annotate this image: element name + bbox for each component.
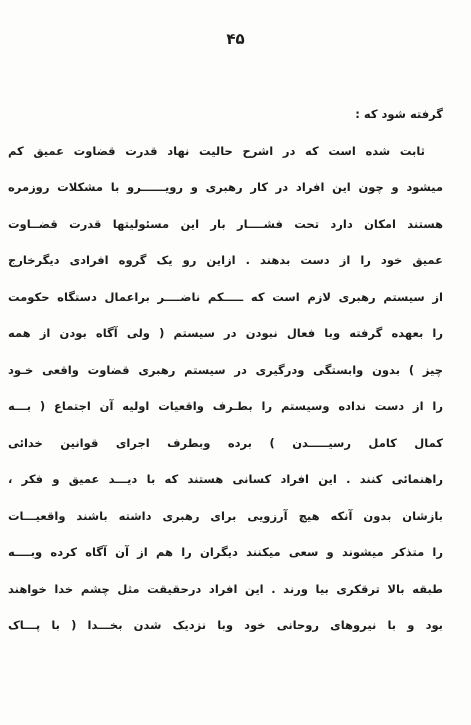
text-line: را از دست نداده وسیستم را بطـرف واقعیات اولیه آن اجتماع ( بـــه <box>8 399 443 413</box>
text-line: از سیستم رهبری لازم است که ـــــکم ناضــــر براعمال دستگاه حکومت <box>8 289 443 304</box>
text-line: را بعهده گرفته وبا فعال نبودن در سیستم ( ولی آگاه بودن از همه <box>8 326 443 340</box>
text-line: میشود و چون این افراد در کار رهبری و رویــــــرو با مشکلات روزمره <box>8 180 443 194</box>
text-line: چیز ) بدون وابستگی ودرگیری در سیستم رهبری قضاوت واقعی خـود <box>8 362 443 377</box>
text-line: کمال کامل رسیـــــدن ) برده وبطرف اجرای قوانین خدائی <box>8 435 443 450</box>
text-line: بازشان بدون آنکه هیچ آرزویی برای رهبری داشته باشند واقعیـــات <box>8 508 443 523</box>
text-line: بود و با نیروهای روحانی خود وبا نزدیک شدن بخـــدا ( با پـــاک <box>8 618 443 632</box>
text-line: طبقه بالا ترقکری بیا ورند . این افراد درحقیقت مثل چشم خدا خواهند <box>8 581 443 596</box>
body-text <box>8 100 443 648</box>
text-line: راهنمائی کنند . این افراد کسانی هستند که با دیـــد عمیق و فکر ، <box>8 472 443 486</box>
text-line: گرفته شود که : <box>355 107 443 121</box>
text-line: ثابت شده است که در اشرح حالیت نهاد قدرت قضاوت عمیق کم <box>8 143 425 158</box>
text-line: عمیق خود را از دست بدهند . ازاین رو یک گروه افرادی دیگرخارج <box>8 253 443 267</box>
text-line: هستند امکان دارد تحت فشــــار بار این مسئولیتها قدرت قضــاوت <box>8 216 443 231</box>
text-line: را متذکر میشوند و سعی میکنند دیگران را هم از آن آگاه کرده وبــــه <box>8 545 443 559</box>
page-number: ۴۵ <box>226 30 245 48</box>
